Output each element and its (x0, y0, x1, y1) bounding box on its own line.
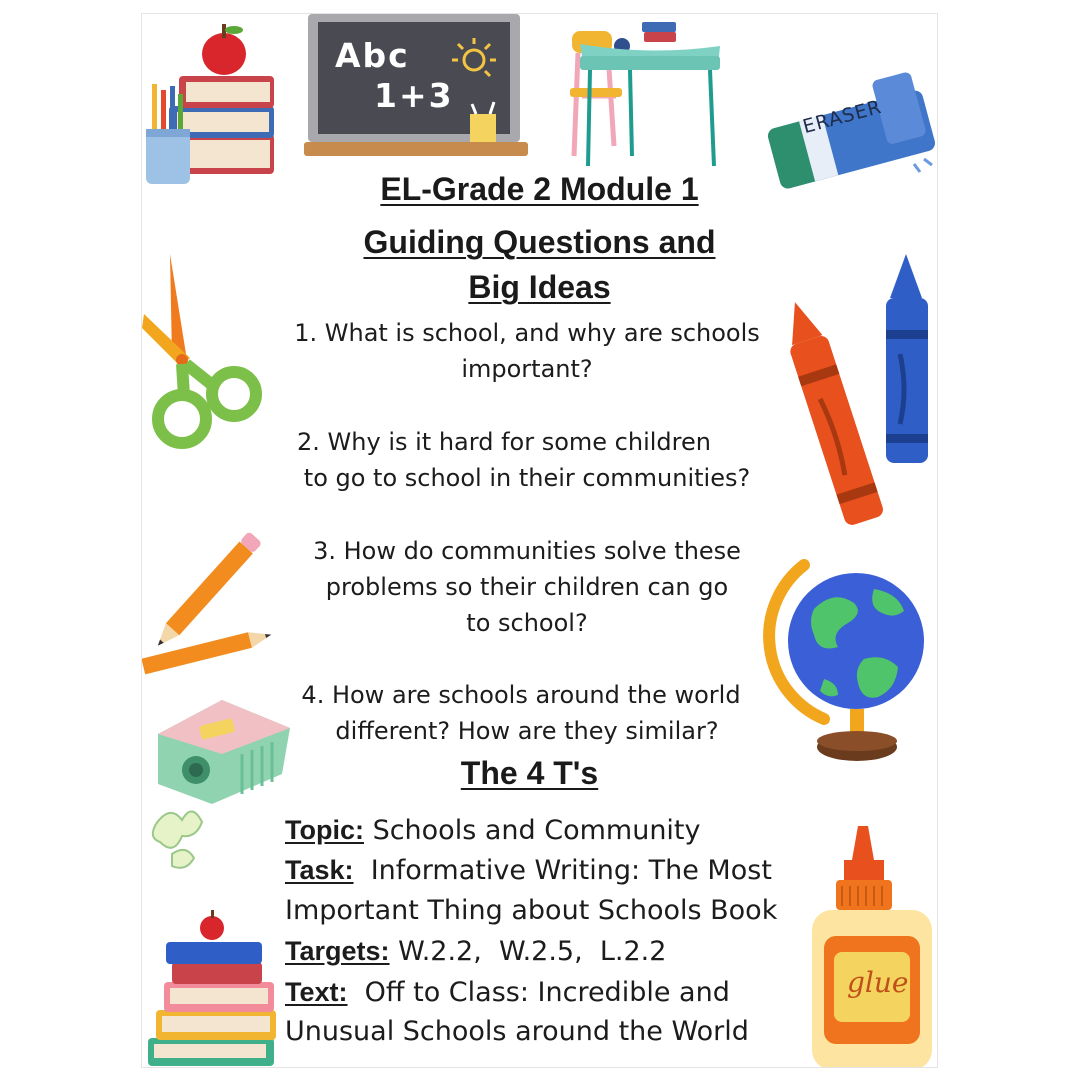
globe-icon (764, 549, 934, 774)
task-label: Task: (285, 855, 354, 885)
question-3-line-2: problems so their children can go (325, 573, 729, 601)
targets-label: Targets: (285, 936, 390, 966)
question-2-line-2: to go to school in their communities? (303, 464, 751, 492)
pencils-icon (142, 504, 282, 689)
question-1-line-2: important? (461, 355, 593, 383)
sharpener-icon (152, 694, 292, 894)
question-2-line-1: 2. Why is it hard for some children (297, 428, 711, 456)
module-title: EL-Grade 2 Module 1 (380, 171, 699, 207)
task-value-line-1: Informative Writing: The Most (353, 855, 772, 886)
topic-row (285, 810, 701, 852)
eraser-label: ERASER (800, 95, 885, 139)
question-2 (287, 424, 767, 496)
question-4-line-1: 4. How are schools around the world (301, 681, 741, 709)
glue-bottle-icon (804, 826, 938, 1068)
question-4-line-2: different? How are they similar? (335, 717, 719, 745)
question-3-line-3: to school? (466, 609, 588, 637)
task-row (285, 850, 772, 892)
question-4 (287, 677, 767, 749)
text-label: Text: (285, 977, 348, 1007)
text-row-continued (285, 1012, 749, 1053)
chalkboard-text-1: Abc (335, 36, 410, 75)
chalkboard-text-2: 1+3 (374, 76, 454, 115)
glue-label: glue (847, 966, 909, 999)
targets-row (285, 931, 666, 973)
school-desk-icon (570, 16, 725, 176)
topic-label: Topic: (285, 815, 364, 845)
question-3-line-1: 3. How do communities solve these (313, 537, 741, 565)
poster-page (141, 13, 938, 1068)
question-1 (287, 315, 767, 387)
text-value-line-1: Off to Class: Incredible and (347, 977, 730, 1008)
four-ts-heading: The 4 T's (460, 755, 599, 791)
task-row-continued (285, 891, 777, 932)
text-row (285, 972, 730, 1014)
topic-value: Schools and Community (363, 815, 701, 846)
targets-value: W.2.2, W.2.5, L.2.2 (389, 936, 667, 967)
book-stack-icon (144, 906, 284, 1068)
question-1-line-1: 1. What is school, and why are schools (294, 319, 760, 347)
question-3 (287, 533, 767, 641)
text-value-line-2: Unusual Schools around the World (285, 1016, 749, 1047)
guiding-questions-heading: Guiding Questions and (363, 224, 716, 260)
big-ideas-heading: Big Ideas (468, 269, 611, 305)
task-value-line-2: Important Thing about Schools Book (285, 895, 778, 926)
